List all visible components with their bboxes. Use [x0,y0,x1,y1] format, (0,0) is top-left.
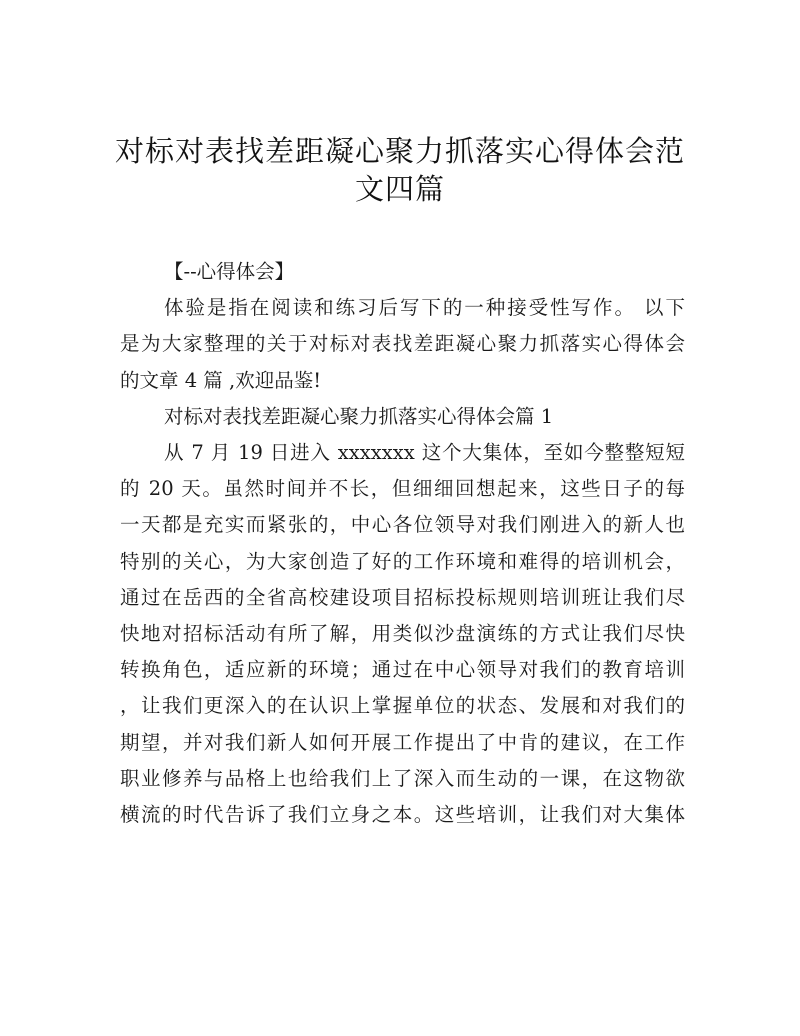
body-line: 快地对招标活动有所了解，用类似沙盘演练的方式让我们尽快 [120,622,685,646]
body-line: 体验是指在阅读和练习后写下的一种接受性写作。 以下 [164,296,685,320]
body-line: 【--心得体会】 [164,260,295,283]
body-line: 期望，并对我们新人如何开展工作提出了中肯的建议，在工作 [120,730,685,754]
body-line: 的文章 4 篇 ,欢迎品鉴! [120,368,322,392]
body-line: 从 7 月 19 日进入 xxxxxxx 这个大集体，至如今整整短短 [164,441,685,465]
body-line: 的 20 天。虽然时间并不长，但细细回想起来，这些日子的每 [120,477,685,501]
body-line: 职业修养与品格上也给我们上了深入而生动的一课，在这物欲 [120,766,685,790]
document-title [110,132,690,208]
title-line-2: 文四篇 [354,172,445,206]
document-body [120,254,685,833]
body-line: 对标对表找差距凝心聚力抓落实心得体会篇 1 [164,404,554,428]
body-line: ，让我们更深入的在认识上掌握单位的状态、发展和对我们的 [120,694,685,718]
body-line: 通过在岳西的全省高校建设项目招标投标规则培训班让我们尽 [120,585,685,609]
body-line: 一天都是充实而紧张的，中心各位领导对我们刚进入的新人也 [120,513,685,537]
body-line: 是为大家整理的关于对标对表找差距凝心聚力抓落实心得体会 [120,332,685,356]
body-line: 横流的时代告诉了我们立身之本。这些培训，让我们对大集体 [120,803,685,827]
body-line: 特别的关心，为大家创造了好的工作环境和难得的培训机会， [120,549,685,573]
title-line-1: 对标对表找差距凝心聚力抓落实心得体会范 [114,134,685,168]
body-line: 转换角色，适应新的环境；通过在中心领导对我们的教育培训 [120,658,685,682]
